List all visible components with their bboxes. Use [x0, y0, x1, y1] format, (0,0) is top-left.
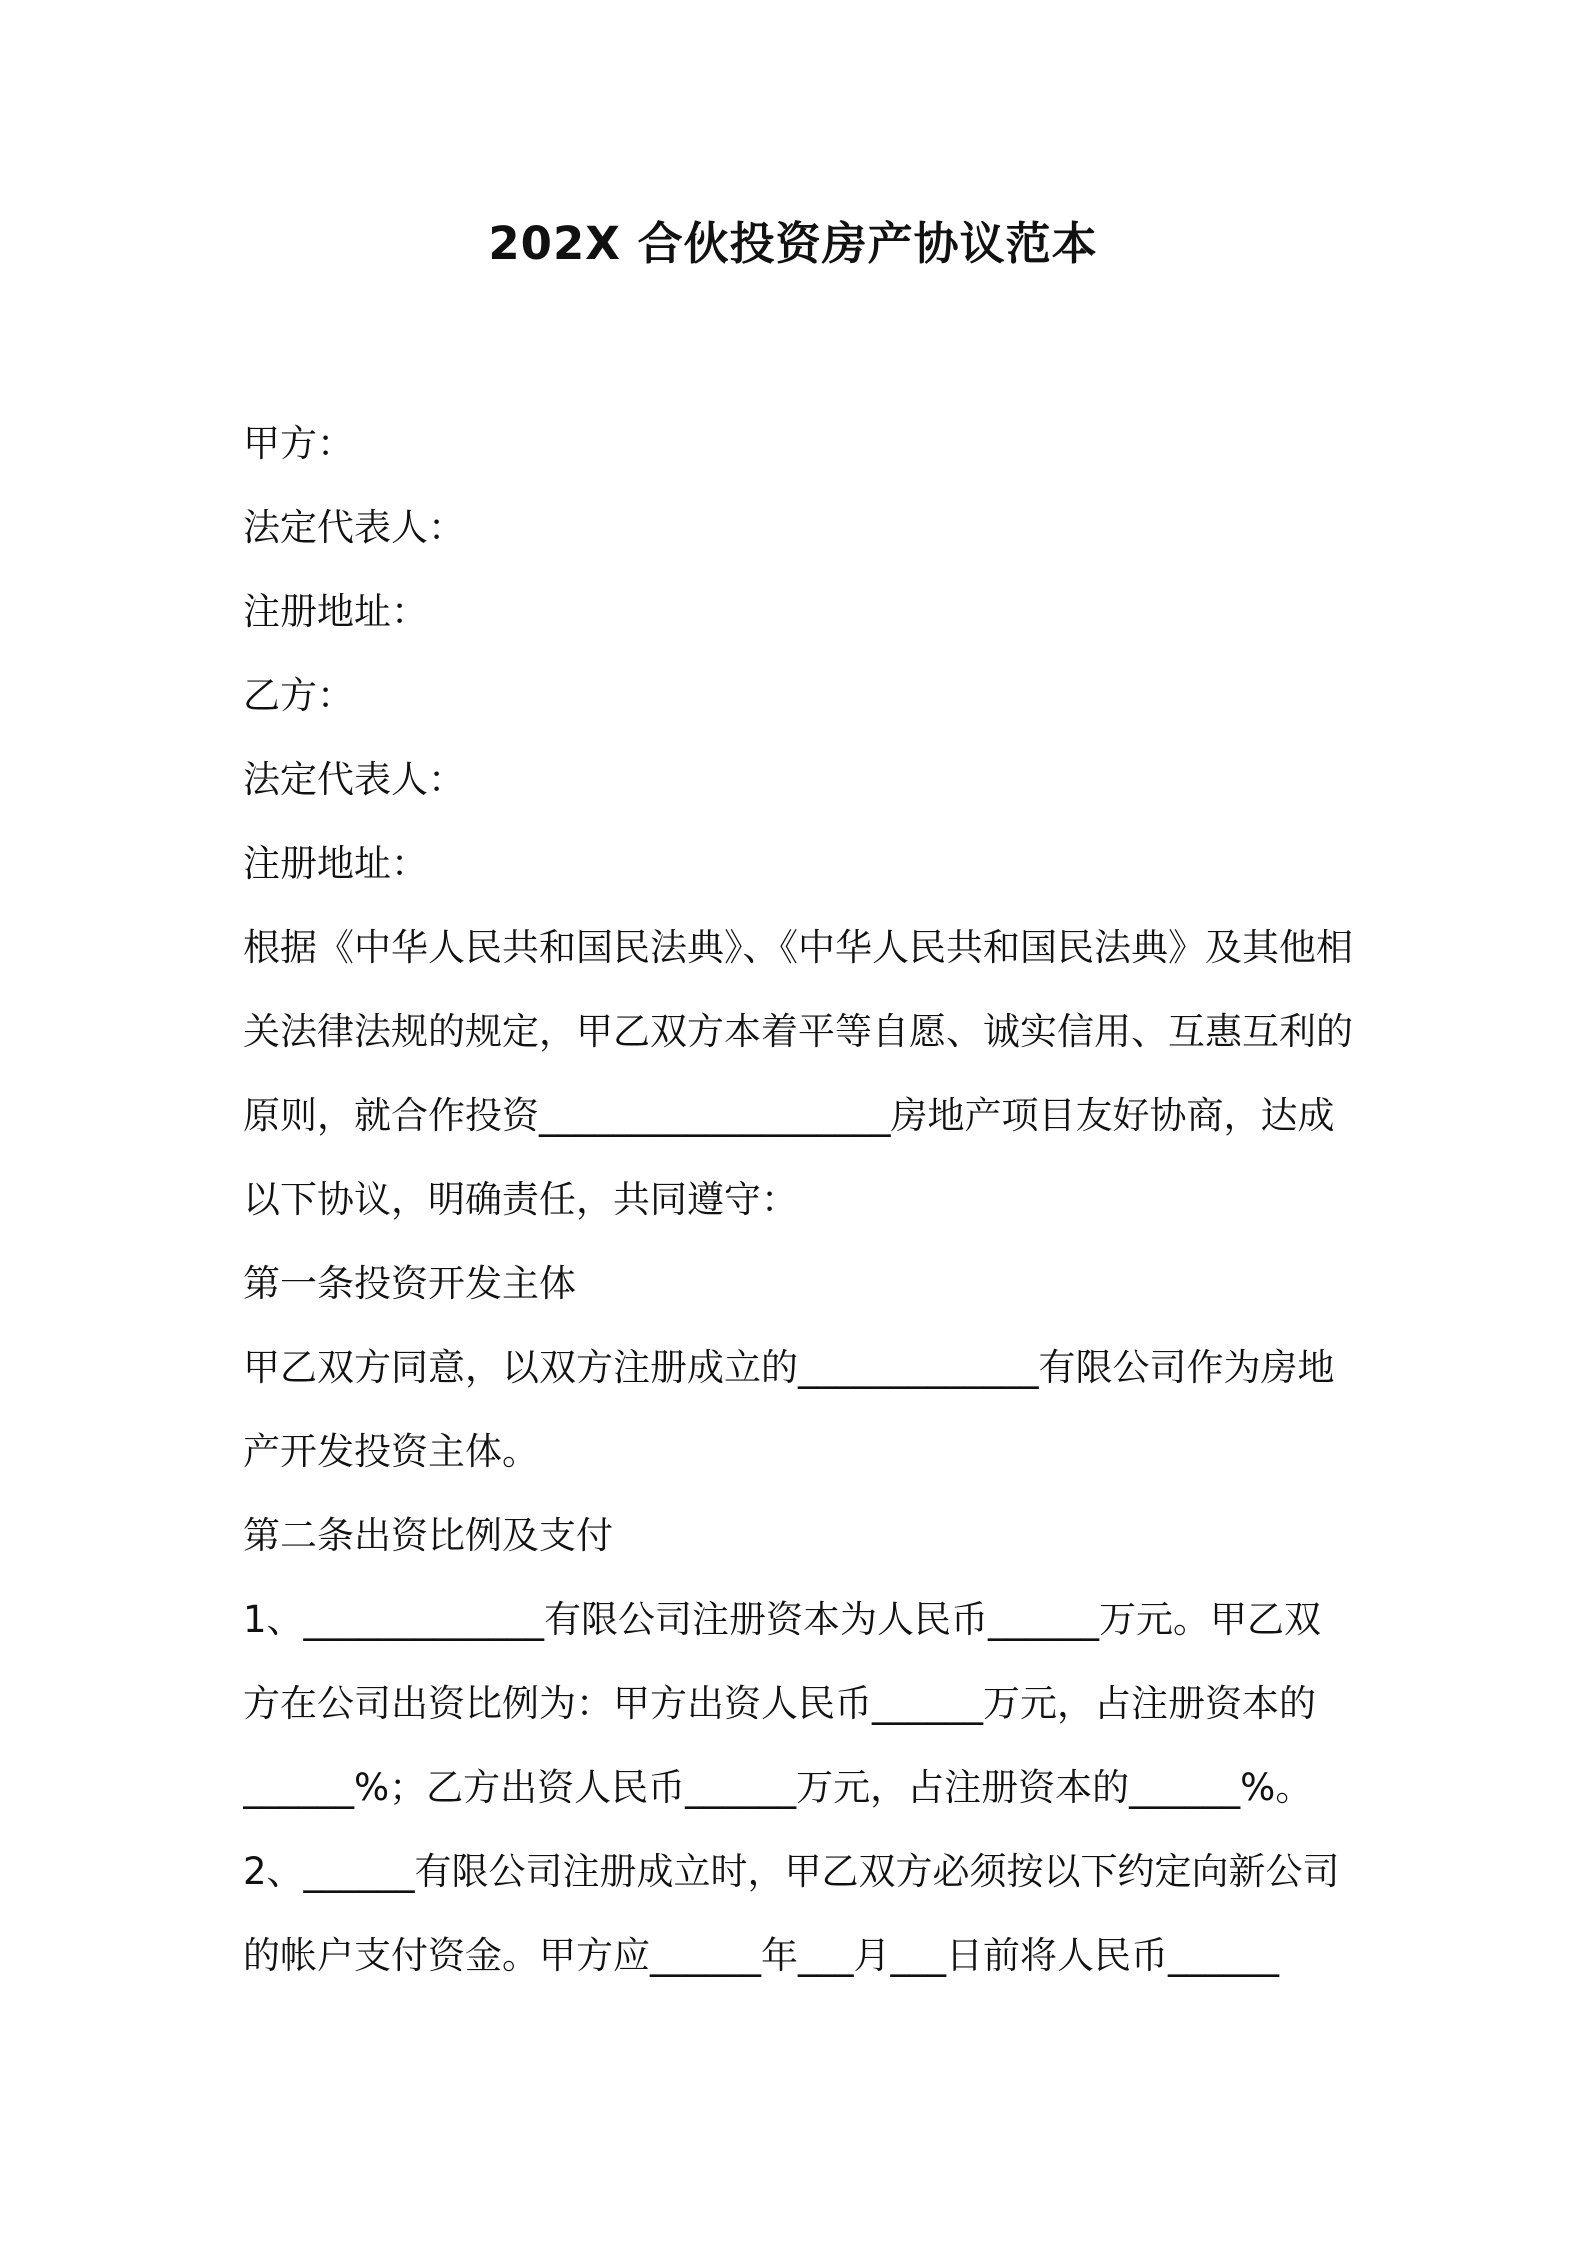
- party-b-label: 乙方：: [243, 674, 354, 717]
- document-title: 202X 合伙投资房产协议范本: [488, 217, 1098, 270]
- article-2-heading: 第二条出资比例及支付: [243, 1514, 613, 1557]
- party-a-address-label: 注册地址：: [243, 590, 428, 633]
- article-2-item-2-line-1: 2、______有限公司注册成立时，甲乙双方必须按以下约定向新公司: [243, 1850, 1340, 1893]
- preamble-line-1: 根据《中华人民共和国民法典》、《中华人民共和国民法典》及其他相: [243, 926, 1353, 969]
- party-b-address-label: 注册地址：: [243, 842, 428, 885]
- document-body: [243, 402, 1355, 1998]
- article-2-item-2-line-2: 的帐户支付资金。甲方应______年___月___日前将人民币______: [243, 1934, 1279, 1977]
- preamble-line-4: 以下协议，明确责任，共同遵守：: [243, 1178, 798, 1221]
- party-b-representative-label: 法定代表人：: [243, 758, 465, 801]
- party-a-representative-label: 法定代表人：: [243, 506, 465, 549]
- article-1-line-2: 产开发投资主体。: [243, 1430, 539, 1473]
- article-1-line-1: 甲乙双方同意，以双方注册成立的_____________有限公司作为房地: [243, 1346, 1335, 1389]
- article-2-item-1-line-1: 1、_____________有限公司注册资本为人民币______万元。甲乙双: [243, 1598, 1322, 1641]
- article-2-item-1-line-2: 方在公司出资比例为：甲方出资人民币______万元，占注册资本的: [243, 1682, 1316, 1725]
- preamble-line-2: 关法律法规的规定，甲乙双方本着平等自愿、诚实信用、互惠互利的: [243, 1010, 1353, 1053]
- party-a-label: 甲方：: [243, 422, 354, 465]
- article-1-heading: 第一条投资开发主体: [243, 1262, 576, 1305]
- preamble-line-3: 原则，就合作投资___________________房地产项目友好协商，达成: [243, 1094, 1335, 1137]
- article-2-item-1-line-3: ______%；乙方出资人民币______万元，占注册资本的______%。: [243, 1766, 1313, 1809]
